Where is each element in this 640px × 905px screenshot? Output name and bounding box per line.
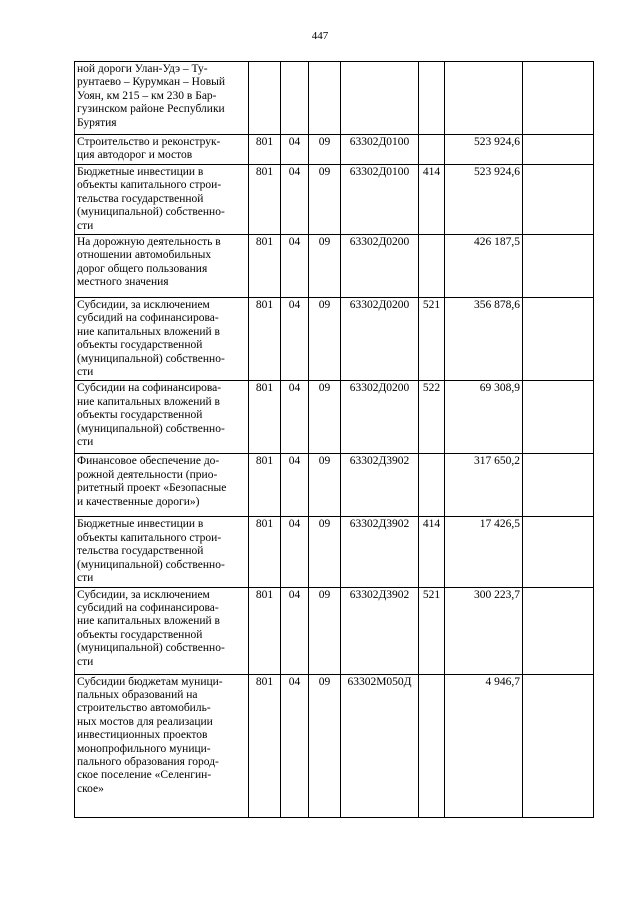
ministry-code-cell: 801 [249, 454, 281, 517]
ministry-code-cell: 801 [249, 165, 281, 235]
target-article-cell: 63302Д3902 [341, 587, 419, 674]
section-code-cell: 04 [281, 587, 309, 674]
section-code-cell: 04 [281, 674, 309, 817]
expense-name-line: тельства государственной [77, 192, 204, 205]
expense-name-line: объекты государственной [77, 409, 203, 422]
expense-type-cell [419, 62, 445, 135]
target-article-cell: 63302Д3902 [341, 517, 419, 587]
expense-name-cell [75, 674, 249, 817]
expense-name-line: На дорожную деятельность в [77, 236, 221, 249]
ministry-code-cell: 801 [249, 381, 281, 454]
section-code-cell: 04 [281, 517, 309, 587]
subsection-code-cell: 09 [309, 674, 341, 817]
expense-name-line: (муниципальной) собственно- [77, 558, 225, 571]
expense-type-cell: 414 [419, 517, 445, 587]
target-article-cell: 63302Д3902 [341, 454, 419, 517]
target-article-cell: 63302Д0100 [341, 135, 419, 165]
expense-name-line: ское поселение «Селенгин- [77, 769, 212, 782]
subsection-code-cell: 09 [309, 135, 341, 165]
expense-name-line: Бюджетные инвестиции в [77, 518, 204, 531]
extra-cell [523, 135, 594, 165]
table-row [75, 674, 594, 817]
expense-name-line: ское» [77, 782, 104, 795]
section-code-cell: 04 [281, 298, 309, 381]
expense-name-line: Субсидии, за исключением [77, 588, 210, 601]
expense-name-line: Строительство и реконструк- [77, 136, 221, 148]
section-code-cell: 04 [281, 135, 309, 165]
ministry-code-cell: 801 [249, 135, 281, 165]
amount-cell: 317 650,2 [445, 454, 523, 517]
table-row [75, 165, 594, 235]
extra-cell [523, 165, 594, 235]
amount-cell: 356 878,6 [445, 298, 523, 381]
expense-type-cell: 414 [419, 165, 445, 235]
target-article-cell: 63302М050Д [341, 674, 419, 817]
expense-name-cell [75, 298, 249, 381]
expense-name-line: субсидий на софинансирова- [77, 312, 219, 325]
section-code-cell [281, 62, 309, 135]
table-row [75, 517, 594, 587]
table-row [75, 587, 594, 674]
expense-name-line: Финансовое обеспечение до- [77, 455, 220, 468]
expense-name-line: (муниципальной) собственно- [77, 422, 225, 435]
expense-name-line: рунтаево – Курумкан – Новый [77, 76, 226, 89]
table-row [75, 135, 594, 165]
expense-name-line: отношении автомобильных [77, 249, 212, 262]
expense-name-line: сти [77, 219, 94, 232]
expense-name-line: (муниципальной) собственно- [77, 352, 225, 365]
expense-type-cell [419, 235, 445, 298]
subsection-code-cell: 09 [309, 235, 341, 298]
expense-name-line: местного значения [77, 276, 169, 289]
expense-name-line: и качественные дороги») [77, 495, 200, 508]
expense-name-line: ных мостов для реализации [77, 715, 213, 728]
extra-cell [523, 235, 594, 298]
section-code-cell: 04 [281, 381, 309, 454]
expense-name-line: ние капитальных вложений в [77, 395, 220, 408]
expense-name-line: ритетный проект «Безопасные [77, 482, 227, 495]
target-article-cell: 63302Д0200 [341, 235, 419, 298]
expense-name-line: (муниципальной) собственно- [77, 206, 225, 219]
section-code-cell: 04 [281, 235, 309, 298]
expense-name-line: инвестиционных проектов [77, 729, 208, 742]
extra-cell [523, 298, 594, 381]
expense-name-cell [75, 517, 249, 587]
expense-name-line: монопрофильного муници- [77, 742, 211, 755]
subsection-code-cell: 09 [309, 587, 341, 674]
expense-name-line: (муниципальной) собственно- [77, 642, 225, 655]
amount-cell: 523 924,6 [445, 135, 523, 165]
table-row [75, 381, 594, 454]
expense-name-line: объекты государственной [77, 339, 203, 352]
expense-name-line: пального образования город- [77, 755, 219, 768]
expense-type-cell: 522 [419, 381, 445, 454]
expense-name-line: дорог общего пользования [77, 262, 208, 275]
expense-name-line: Бурятия [77, 116, 117, 129]
expense-name-line: гузинском районе Республики [77, 103, 225, 116]
amount-cell: 426 187,5 [445, 235, 523, 298]
expense-name-line: Субсидии бюджетам муници- [77, 675, 223, 688]
ministry-code-cell: 801 [249, 298, 281, 381]
expense-name-line: объекты капитального строи- [77, 179, 222, 192]
table-row [75, 62, 594, 135]
budget-table-body [75, 62, 594, 818]
expense-name-line: Субсидии, за исключением [77, 299, 210, 312]
expense-name-cell [75, 235, 249, 298]
expense-name-line: объекты капитального строи- [77, 531, 222, 544]
subsection-code-cell: 09 [309, 165, 341, 235]
expense-name-line: сти [77, 655, 94, 668]
extra-cell [523, 454, 594, 517]
ministry-code-cell: 801 [249, 587, 281, 674]
expense-type-cell [419, 674, 445, 817]
target-article-cell: 63302Д0200 [341, 381, 419, 454]
target-article-cell: 63302Д0100 [341, 165, 419, 235]
expense-name-line: субсидий на софинансирова- [77, 601, 219, 614]
expense-name-cell [75, 587, 249, 674]
extra-cell [523, 517, 594, 587]
page-number: 447 [311, 30, 329, 42]
expense-name-cell [75, 165, 249, 235]
expense-name-line: рожной деятельности (прио- [77, 468, 218, 481]
amount-cell: 300 223,7 [445, 587, 523, 674]
expense-name-line: Уоян, км 215 – км 230 в Бар- [77, 89, 217, 102]
table-row [75, 298, 594, 381]
expense-name-line: объекты государственной [77, 628, 203, 641]
expense-name-cell [75, 454, 249, 517]
expense-type-cell: 521 [419, 298, 445, 381]
expense-name-line: сти [77, 366, 94, 379]
expense-name-cell [75, 135, 249, 165]
expense-type-cell: 521 [419, 587, 445, 674]
amount-cell: 69 308,9 [445, 381, 523, 454]
expense-name-line: Субсидии на софинансирова- [77, 382, 222, 395]
subsection-code-cell [309, 62, 341, 135]
section-code-cell: 04 [281, 454, 309, 517]
extra-cell [523, 62, 594, 135]
expense-name-line: сти [77, 436, 94, 449]
expense-name-line: ной дороги Улан-Удэ – Ту- [77, 63, 208, 75]
subsection-code-cell: 09 [309, 517, 341, 587]
subsection-code-cell: 09 [309, 381, 341, 454]
expense-name-line: Бюджетные инвестиции в [77, 166, 204, 178]
extra-cell [523, 381, 594, 454]
expense-type-cell [419, 454, 445, 517]
expense-name-line: сти [77, 572, 94, 585]
target-article-cell: 63302Д0200 [341, 298, 419, 381]
amount-cell: 4 946,7 [445, 674, 523, 817]
amount-cell: 523 924,6 [445, 165, 523, 235]
section-code-cell: 04 [281, 165, 309, 235]
subsection-code-cell: 09 [309, 298, 341, 381]
amount-cell [445, 62, 523, 135]
expense-name-line: тельства государственной [77, 545, 204, 558]
subsection-code-cell: 09 [309, 454, 341, 517]
expense-name-line: пальных образований на [77, 688, 198, 701]
ministry-code-cell [249, 62, 281, 135]
budget-table [74, 61, 594, 818]
ministry-code-cell: 801 [249, 235, 281, 298]
extra-cell [523, 674, 594, 817]
extra-cell [523, 587, 594, 674]
expense-name-line: ние капитальных вложений в [77, 325, 220, 338]
expense-type-cell [419, 135, 445, 165]
expense-name-line: ция автодорог и мостов [77, 149, 193, 162]
table-row [75, 235, 594, 298]
expense-name-cell [75, 381, 249, 454]
table-row [75, 454, 594, 517]
expense-name-line: ние капитальных вложений в [77, 615, 220, 628]
ministry-code-cell: 801 [249, 517, 281, 587]
ministry-code-cell: 801 [249, 674, 281, 817]
target-article-cell [341, 62, 419, 135]
expense-name-cell [75, 62, 249, 135]
expense-name-line: строительство автомобиль- [77, 702, 211, 715]
amount-cell: 17 426,5 [445, 517, 523, 587]
